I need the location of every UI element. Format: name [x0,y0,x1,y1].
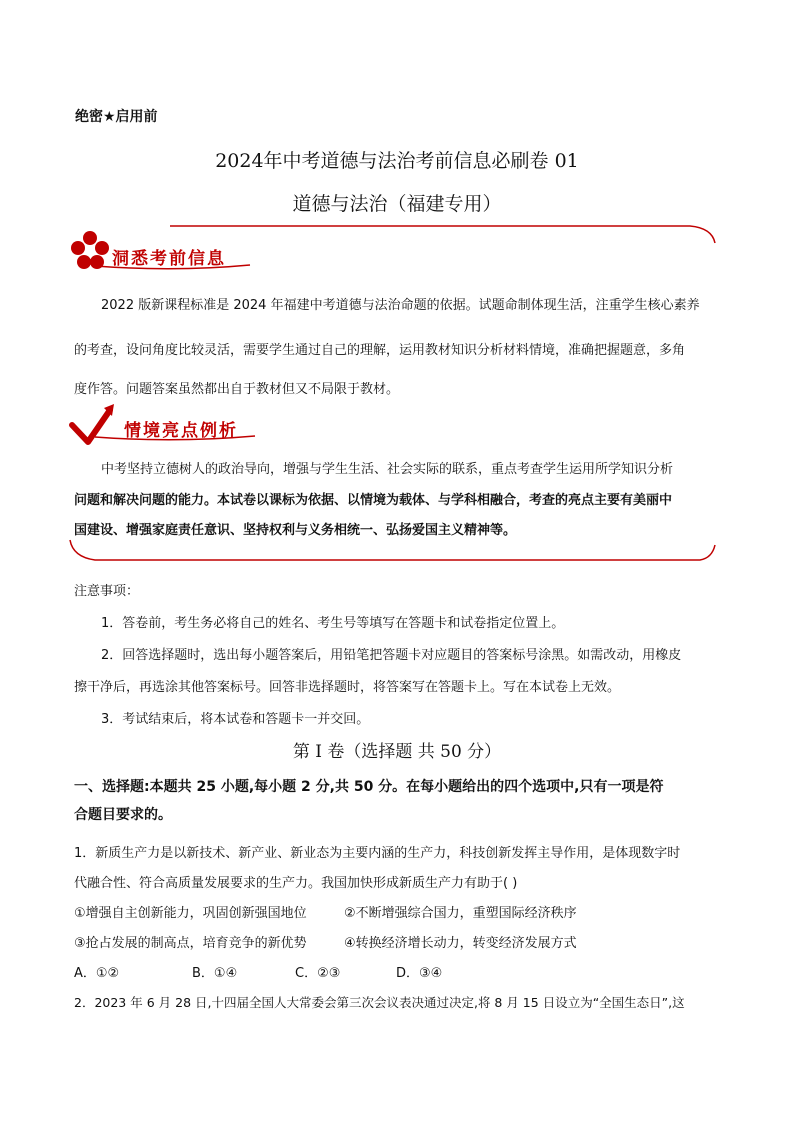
info-paragraph-line: 的考查，设问角度比较灵活，需要学生通过自己的理解，运用教材知识分析材料情境，准确把握题意，多角 [74,343,686,358]
notes-item: 擦干净后，再选涂其他答案标号。回答非选择题时，将答案写在答题卡上。写在本试卷上无效。 [74,680,621,695]
banner-highlights: 情境亮点例析 [124,421,238,441]
section-title: 第 I 卷（选择题 共 50 分） [292,742,502,762]
notes-heading: 注意事项： [74,584,140,599]
banner-exam-info: 洞悉考前信息 [112,249,226,269]
notes-item: 2．回答选择题时，选出每小题答案后，用铅笔把答题卡对应题目的答案标号涂黑。如需改动，用橡皮 [101,648,682,663]
question-1-statement: ②不断增强综合国力，重塑国际经济秩序 [344,906,577,921]
question-1-choice-c: C．②③ [295,966,341,981]
section-instructions: 合题目要求的。 [74,807,172,823]
question-1-statement: ④转换经济增长动力，转变经济发展方式 [344,936,577,951]
question-2-stem: 2．2023 年 6 月 28 日,十四届全国人大常委会第三次会议表决通过决定,将 8 月 15 日设立为“全国生态日”,这 [74,995,685,1010]
section-instructions: 一、选择题:本题共 25 小题,每小题 2 分,共 50 分。在每小题给出的四个选项中,只有一项是符 [74,779,664,795]
highlights-paragraph-line: 国建设、增强家庭责任意识、坚持权利与义务相统一、弘扬爱国主义精神等。 [74,523,517,538]
question-1-choice-b: B．①④ [192,966,238,981]
confidential-label: 绝密★启用前 [75,109,158,125]
exam-subtitle: 道德与法治（福建专用） [292,193,502,215]
exam-title: 2024年中考道德与法治考前信息必刷卷 01 [215,150,579,172]
question-1-stem: 1．新质生产力是以新技术、新产业、新业态为主要内涵的生产力，科技创新发挥主导作用，是体现数字时 [74,846,681,861]
question-1-statement: ①增强自主创新能力，巩固创新强国地位 [74,906,307,921]
highlights-paragraph-line: 中考坚持立德树人的政治导向，增强与学生生活、社会实际的联系，重点考查学生运用所学知识分析 [101,462,674,477]
notes-item: 3．考试结束后，将本试卷和答题卡一并交回。 [101,712,370,727]
question-1-statement: ③抢占发展的制高点，培育竞争的新优势 [74,936,307,951]
question-1-choice-d: D．③④ [396,966,443,981]
highlights-paragraph-line: 问题和解决问题的能力。本试卷以课标为依据、以情境为载体、与学科相融合，考查的亮点主要有美丽中 [74,493,673,508]
question-1-choice-a: A．①② [74,966,120,981]
info-paragraph-line: 度作答。问题答案虽然都出自于教材但又不局限于教材。 [74,382,400,397]
info-paragraph-line: 2022 版新课程标准是 2024 年福建中考道德与法治命题的依据。试题命制体现生活，注重学生核心素养 [101,298,700,313]
notes-item: 1．答卷前，考生务必将自己的姓名、考生号等填写在答题卡和试卷指定位置上。 [101,616,565,631]
question-1-stem: 代融合性、符合高质量发展要求的生产力。我国加快形成新质生产力有助于( ) [74,876,518,891]
